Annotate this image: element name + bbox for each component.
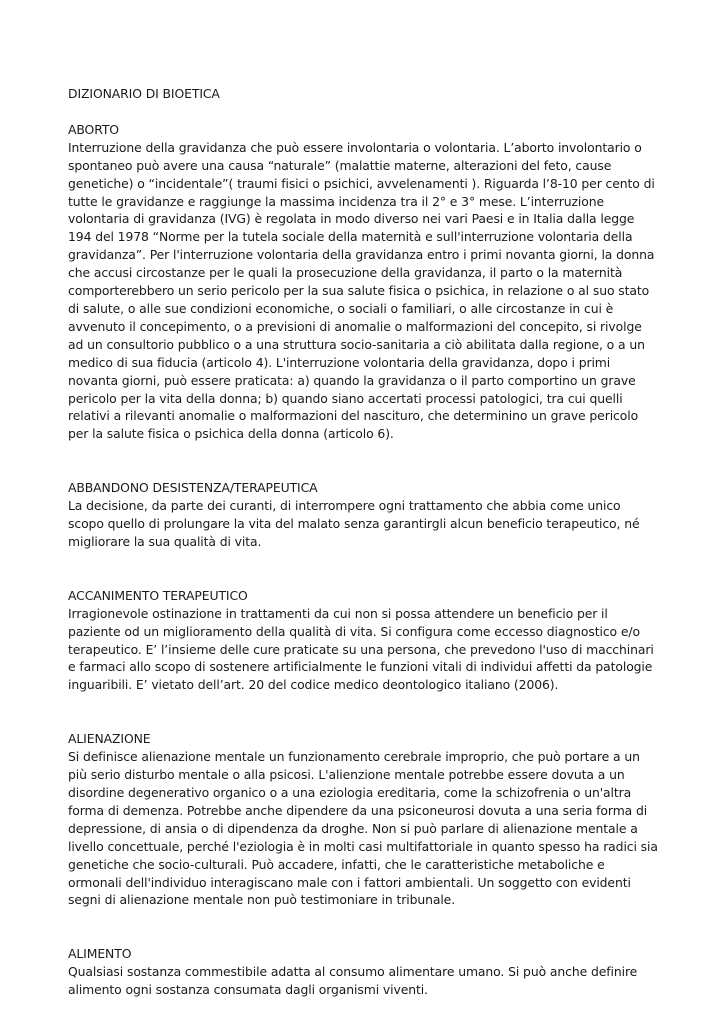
document-title: DIZIONARIO DI BIOETICA	[68, 86, 220, 101]
entry-accanimento	[68, 587, 660, 694]
entry-term: ABORTO	[68, 121, 119, 137]
entry-definition: Qualsiasi sostanza commestibile adatta al consumo alimentare umano. Si può anche definire alimento ogni sostanza consumata dagli organismi viventi.	[68, 964, 638, 998]
entry-alienazione	[68, 730, 660, 909]
entry-term: ALIMENTO	[68, 946, 132, 962]
entry-spacer	[68, 909, 660, 945]
entry-definition: Irragionevole ostinazione in trattamenti da cui non si possa attendere un beneficio per il paziente od un miglioramento della qualità di vita. Si configura come eccesso diagnostico e/o terapeutico. E’ l’insieme delle cure praticate su una persona, che prevedono l'uso di macchinari e farmaci allo scopo di sostenere artificialmente le funzioni vitali di individui affetti da patologie inguaribili. E’ vietato dell’art. 20 del codice medico deontologico italiano (2006).	[68, 605, 654, 693]
entry-term: ABBANDONO DESISTENZA/TERAPEUTICA	[68, 480, 318, 496]
entry-definition: Interruzione della gravidanza che può essere involontaria o volontaria. L’aborto involontario o spontaneo può avere una causa “naturale” (malattie materne, alterazioni del feto, cause genetiche) o “incidentale”( traumi fisici o psichici, avvelenamenti ). Riguarda l’8-10 per cento di tutte le gravidanze e raggiunge la massima incidenza tra il 2° e 3° mese. L’interruzione volontaria di gravidanza (IVG) è regolata in modo diverso nei vari Paesi e in Italia dalla legge 194 del 1978 “Norme per la tutela sociale della maternità e sull'interruzione volontaria della gravidanza”. Per l'interruzione volontaria della gravidanza entro i primi novanta giorni, la donna che accusi circostanze per le quali la prosecuzione della gravidanza, il parto o la maternità comporterebbero un serio pericolo per la sua salute fisica o psichica, in relazione o al suo stato di salute, o alle sue condizioni economiche, o sociali o familiari, o alle circostanze in cui è avvenuto il concepimento, o a previsioni di anomalie o malformazioni del concepito, si rivolge ad un consultorio pubblico o a una struttura socio-sanitaria a ciò abilitata dalla regione, o a un medico di sua fiducia (articolo 4). L'interruzione volontaria della gravidanza, dopo i primi novanta giorni, può essere praticata: a) quando la gravidanza o il parto comportino un grave pericolo per la vita della donna; b) quando siano accertati processi patologici, tra cui quelli relativi a rilevanti anomalie o malformazioni del nascituro, che determinino un grave pericolo per la salute fisica o psichica della donna (articolo 6).	[68, 139, 655, 442]
entry-definition: La decisione, da parte dei curanti, di interrompere ogni trattamento che abbia come unico scopo quello di prolungare la vita del malato senza garantirgli alcun beneficio terapeutico, né migliorare la sua qualità di vita.	[68, 498, 640, 549]
entry-aborto	[68, 121, 660, 443]
entry-term: ACCANIMENTO TERAPEUTICO	[68, 587, 248, 603]
entry-alimento	[68, 945, 660, 999]
entry-spacer	[68, 694, 660, 730]
entry-spacer	[68, 443, 660, 479]
entry-spacer	[68, 551, 660, 587]
document-body	[68, 85, 660, 999]
entry-abbandono	[68, 479, 660, 551]
entry-definition: Si definisce alienazione mentale un funzionamento cerebrale improprio, che può portare a un più serio disturbo mentale o alla psicosi. L'alienzione mentale potrebbe essere dovuta a un disordine degenerativo organico o a una eziologia ereditaria, come la schizofrenia o un'altra forma di demenza. Potrebbe anche dipendere da una psiconeurosi dovuta a una seria forma di depressione, di ansia o di dipendenza da droghe. Non si può parlare di alienazione mentale a livello concettuale, perché l'eziologia è in molti casi multifattoriale in quanto spesso ha radici sia genetiche che socio-culturali. Può accadere, infatti, che le caratteristiche metaboliche e ormonali dell'individuo interagiscano male con i fattori ambientali. Un soggetto con evidenti segni di alienazione mentale non può testimoniare in tribunale.	[68, 749, 658, 908]
entry-term: ALIENAZIONE	[68, 731, 151, 747]
